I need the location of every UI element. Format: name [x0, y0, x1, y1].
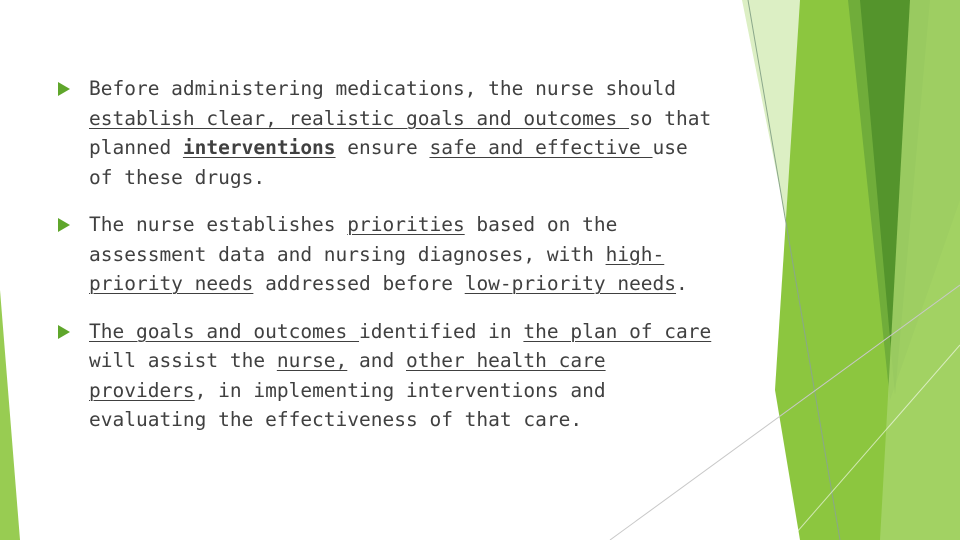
- text-segment: establish clear, realistic goals and outcomes: [89, 106, 630, 130]
- bullet-text: [89, 317, 718, 435]
- text-segment: other health care providers: [89, 349, 606, 402]
- triangle-right-icon: [58, 325, 70, 339]
- text-segment: The nurse establishes: [89, 213, 348, 236]
- text-segment: ensure: [335, 136, 430, 159]
- text-segment: low-priority needs: [464, 272, 677, 295]
- text-segment: will assist the: [89, 349, 277, 372]
- bullet-item: [58, 210, 718, 299]
- triangle-right-icon: [58, 218, 70, 232]
- text-segment: based on the assessment data and nursing diagnoses, with: [89, 213, 618, 266]
- text-segment: use of these drugs.: [89, 136, 688, 189]
- text-segment: safe and effective: [429, 136, 653, 159]
- bullet-item: [58, 317, 718, 435]
- left-green-sliver: [0, 290, 20, 540]
- bullet-list: [58, 74, 718, 453]
- bullet-item: [58, 74, 718, 192]
- text-segment: interventions: [182, 136, 336, 159]
- text-segment: Before administering medications, the nurse should: [89, 77, 676, 100]
- text-segment: identified in: [359, 319, 524, 343]
- text-segment: priorities: [347, 213, 465, 236]
- text-segment: nurse,: [276, 349, 348, 372]
- text-segment: The goals and outcomes: [89, 319, 360, 343]
- bullet-text: [89, 74, 718, 192]
- text-segment: high-priority needs: [89, 242, 665, 295]
- triangle-right-icon: [58, 82, 70, 96]
- text-segment: addressed before: [253, 272, 465, 295]
- text-segment: .: [676, 272, 688, 295]
- text-segment: so that planned: [89, 106, 712, 159]
- text-segment: the plan of care: [523, 319, 712, 343]
- bullet-text: [89, 210, 718, 299]
- text-segment: , in implementing interventions and evaluating the effectiveness of that care.: [89, 378, 606, 431]
- text-segment: and: [347, 349, 406, 372]
